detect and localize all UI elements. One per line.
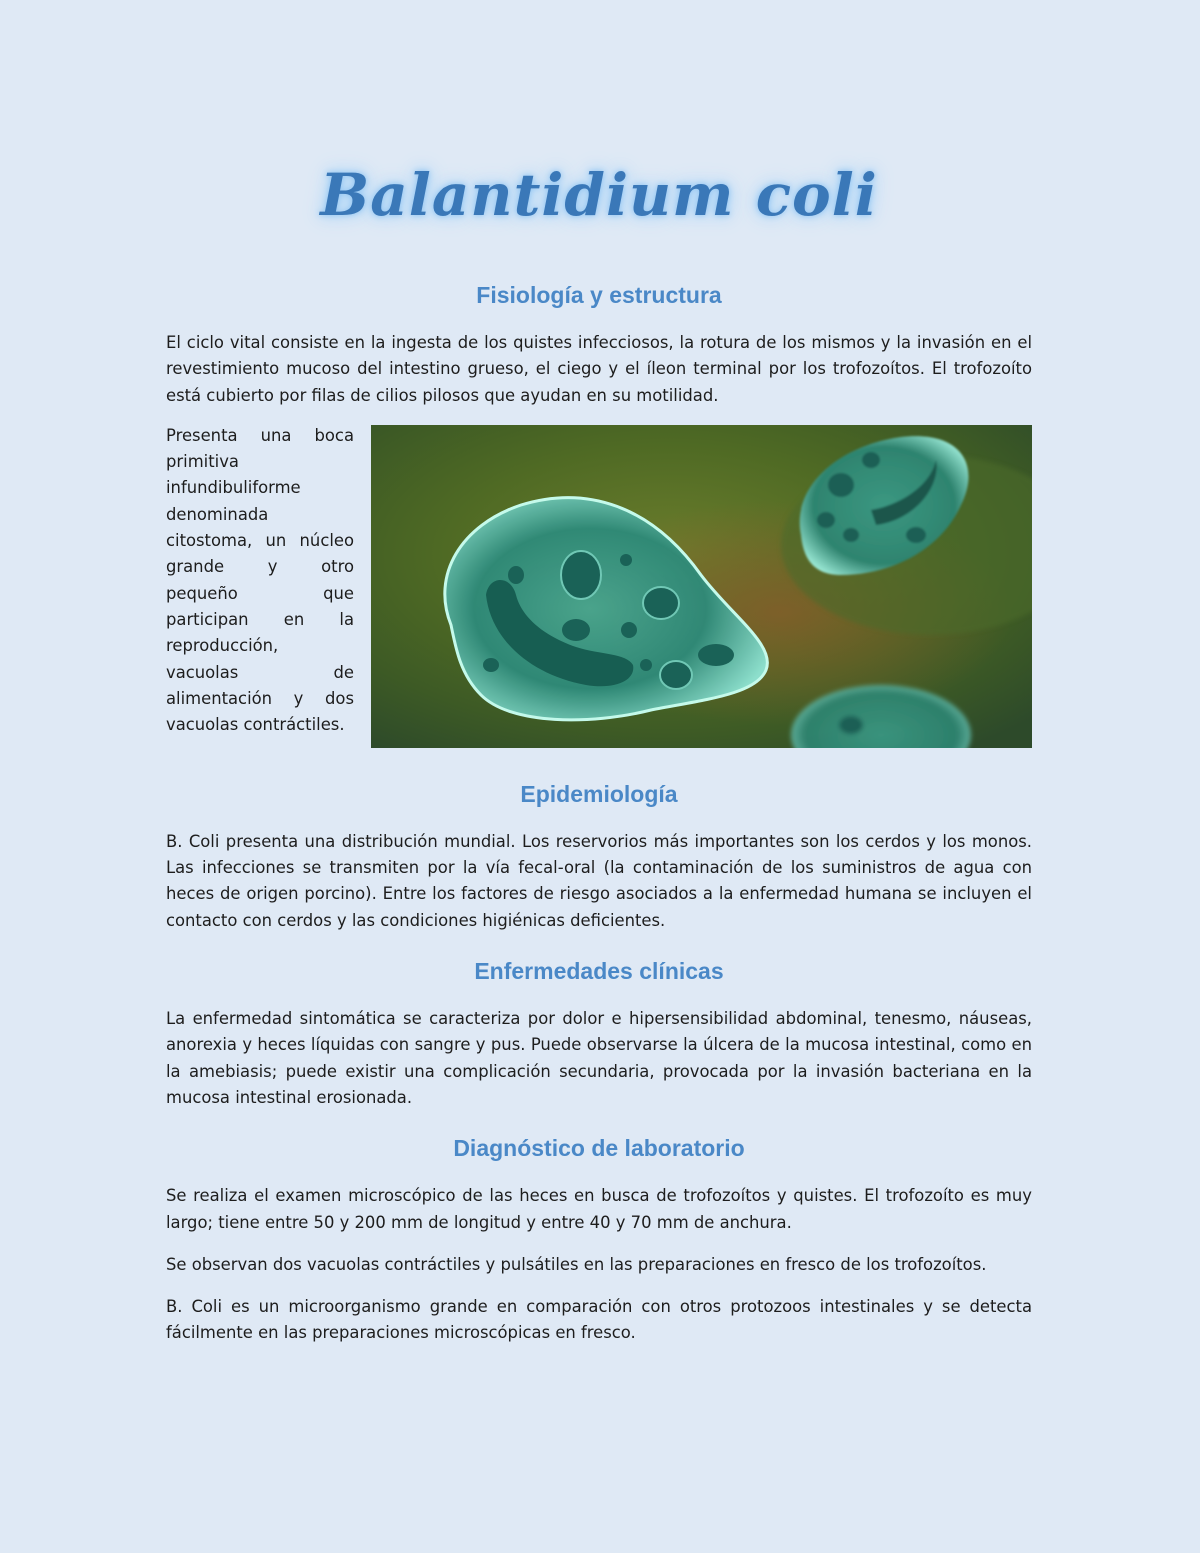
paragraph-diagnostico-examen: Se realiza el examen microscópico de las heces en busca de trofozoítos y quistes. El trofozoíto es muy largo; tiene entre 50 y 200 mm de longitud y entre 40 y 70 mm de anchura. <box>166 1186 1032 1232</box>
document-page <box>166 150 1032 1347</box>
document-title: Balantidium coli <box>320 161 878 229</box>
paragraph-epidemiologia: B. Coli presenta una distribución mundial. Los reservorios más importantes son los cerdos y los monos. Las infecciones se transmiten por la vía fecal-oral (la contaminación de los suministros de agua con heces de origen porcino). Entre los factores de riesgo asociados a la enfermedad humana se incluyen el contacto con cerdos y las condiciones higiénicas deficientes. <box>166 831 1032 930</box>
paragraph-ciclo-vital: El ciclo vital consiste en la ingesta de los quistes infecciosos, la rotura de los mismos y la invasión en el revestimiento mucoso del intestino grueso, el ciego y el íleon terminal por los trofozoítos. El trofozoíto está cubierto por filas de cilios pilosos que ayudan en su motilidad. <box>166 333 1032 405</box>
section-heading-enfermedades: Enfermedades clínicas <box>474 958 724 985</box>
section-heading-epidemiologia: Epidemiología <box>520 780 678 807</box>
paragraph-enfermedades: La enfermedad sintomática se caracteriza por dolor e hipersensibilidad abdominal, tenesmo, náuseas, anorexia y heces líquidas con sangre y pus. Puede observarse la úlcera de la mucosa intestinal, como en la amebiasis; puede existir una complicación secundaria, provocada por la invasión bacteriana en la mucosa intestinal erosionada. <box>166 1009 1032 1107</box>
section-heading-fisiologia: Fisiología y estructura <box>476 282 722 308</box>
section-heading-diagnostico: Diagnóstico de laboratorio <box>453 1135 745 1162</box>
balantidium-micrograph-image <box>371 425 1032 748</box>
micrograph-illustration <box>371 425 1032 748</box>
paragraph-diagnostico-tamano: B. Coli es un microorganismo grande en comparación con otros protozoos intestinales y se detecta fácilmente en las preparaciones microscópicas en fresco. <box>166 1297 1032 1343</box>
text-with-figure <box>166 423 1032 765</box>
paragraph-estructura: Presenta una boca primitiva infundibuliforme denominada citostoma, un núcleo grande y otro pequeño que participan en la reproducción, vacuolas de alimentación y dos vacuolas contráctiles. <box>166 425 354 735</box>
paragraph-diagnostico-vacuolas: Se observan dos vacuolas contráctiles y pulsátiles en las preparaciones en fresco de los trofozoítos. <box>166 1254 987 1274</box>
